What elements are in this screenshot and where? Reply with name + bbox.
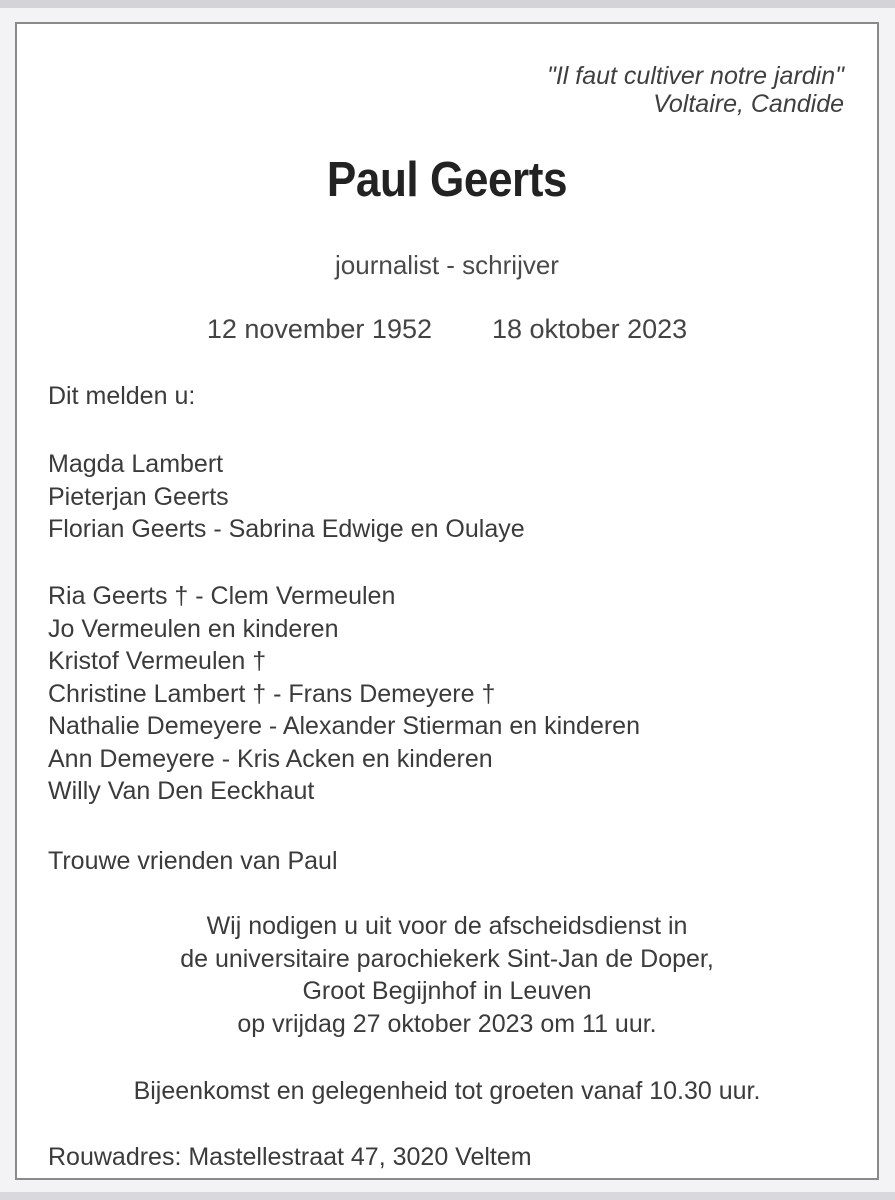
mourning-address: Rouwadres: Mastellestraat 47, 3020 Veltem xyxy=(48,1143,532,1171)
family-member: Ann Demeyere - Kris Acken en kinderen xyxy=(48,744,493,773)
family-member: Ria Geerts † - Clem Vermeulen xyxy=(48,582,396,610)
service-line: op vrijdag 27 oktober 2023 om 11 uur. xyxy=(237,1009,657,1038)
service-invitation xyxy=(17,910,877,1040)
quote-attribution: Voltaire, Candide xyxy=(653,90,844,118)
deceased-name: Paul Geerts xyxy=(326,153,568,207)
family-group-extended xyxy=(48,580,640,808)
family-member: Pieterjan Geerts xyxy=(48,482,229,511)
family-group-immediate xyxy=(48,448,525,546)
friends-line: Trouwe vrienden van Paul xyxy=(48,847,338,875)
bottom-background-strip xyxy=(0,1192,895,1200)
death-date: 18 oktober 2023 xyxy=(492,314,688,344)
family-member: Kristof Vermeulen † xyxy=(48,647,267,675)
service-line: Wij nodigen u uit voor de afscheidsdienst in xyxy=(206,912,688,940)
family-member: Willy Van Den Eeckhaut xyxy=(48,777,315,805)
top-background-strip xyxy=(0,0,895,8)
family-member: Nathalie Demeyere - Alexander Stierman en kinderen xyxy=(48,712,640,740)
life-dates xyxy=(17,314,877,345)
family-member: Florian Geerts - Sabrina Edwige en Oulaye xyxy=(48,515,525,543)
service-line: Groot Begijnhof in Leuven xyxy=(302,977,592,1005)
service-line: de universitaire parochiekerk Sint-Jan de Doper, xyxy=(180,944,714,973)
family-member: Magda Lambert xyxy=(48,450,224,478)
family-member: Christine Lambert † - Frans Demeyere † xyxy=(48,679,496,708)
obituary-card xyxy=(15,22,879,1180)
gathering-info: Bijeenkomst en gelegenheid tot groeten vanaf 10.30 uur. xyxy=(133,1077,761,1105)
deceased-profession: journalist - schrijver xyxy=(335,250,559,280)
announcement-intro: Dit melden u: xyxy=(48,382,196,410)
quote-text: "Il faut cultiver notre jardin" xyxy=(546,62,844,90)
birth-date: 12 november 1952 xyxy=(206,314,432,344)
family-member: Jo Vermeulen en kinderen xyxy=(48,614,339,643)
